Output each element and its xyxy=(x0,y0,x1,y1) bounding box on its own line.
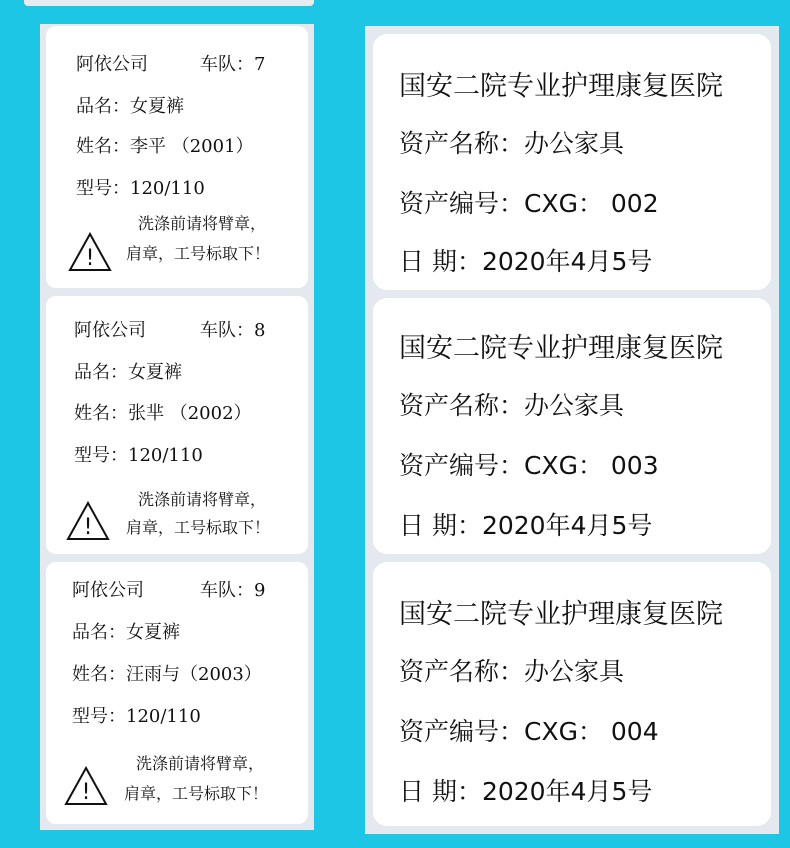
asset-number: 资产编号：CXG： 004 xyxy=(399,717,659,746)
svg-text:!: ! xyxy=(81,780,91,805)
person-name: 姓名：汪雨与（2003） xyxy=(72,664,262,685)
warning-triangle-icon xyxy=(64,766,108,806)
asset-date: 日 期：2020年4月5号 xyxy=(399,511,653,540)
asset-name: 资产名称：办公家具 xyxy=(399,129,625,158)
asset-name: 资产名称：办公家具 xyxy=(399,391,625,420)
hospital-name: 国安二院专业护理康复医院 xyxy=(399,599,723,630)
warning-text-line1: 洗涤前请将臂章， xyxy=(138,490,267,509)
warning-triangle-icon xyxy=(68,232,112,272)
company-name: 阿依公司 xyxy=(76,54,148,75)
svg-text:!: ! xyxy=(85,246,95,271)
team-number: 车队：8 xyxy=(200,320,266,341)
product-name: 品名：女夏裤 xyxy=(72,622,180,643)
asset-label-sheet xyxy=(365,26,779,834)
asset-label xyxy=(373,562,771,826)
uniform-label xyxy=(46,562,308,824)
warning-text-line2: 肩章，工号标取下！ xyxy=(126,518,271,537)
person-name: 姓名：张芈 （2002） xyxy=(74,403,252,424)
asset-name: 资产名称：办公家具 xyxy=(399,657,625,686)
warning-text-line1: 洗涤前请将臂章， xyxy=(138,214,267,233)
asset-date: 日 期：2020年4月5号 xyxy=(399,247,653,276)
top-strip xyxy=(24,0,314,6)
model-size: 型号：120/110 xyxy=(74,445,203,466)
asset-number: 资产编号：CXG： 002 xyxy=(399,189,659,218)
hospital-name: 国安二院专业护理康复医院 xyxy=(399,333,723,364)
warning-text-line1: 洗涤前请将臂章， xyxy=(136,754,265,773)
uniform-label xyxy=(46,296,308,554)
asset-date: 日 期：2020年4月5号 xyxy=(399,777,653,806)
asset-label xyxy=(373,298,771,554)
product-name: 品名：女夏裤 xyxy=(74,362,182,383)
model-size: 型号：120/110 xyxy=(76,178,205,199)
person-name: 姓名：李平 （2001） xyxy=(76,136,254,157)
warning-text-line2: 肩章，工号标取下！ xyxy=(126,244,271,263)
uniform-label xyxy=(46,26,308,288)
warning-text-line2: 肩章，工号标取下！ xyxy=(124,784,269,803)
team-number: 车队：7 xyxy=(200,54,266,75)
company-name: 阿依公司 xyxy=(72,580,144,601)
asset-number: 资产编号：CXG： 003 xyxy=(399,451,659,480)
hospital-name: 国安二院专业护理康复医院 xyxy=(399,71,723,102)
product-name: 品名：女夏裤 xyxy=(76,96,184,117)
company-name: 阿依公司 xyxy=(74,320,146,341)
team-number: 车队：9 xyxy=(200,580,266,601)
warning-triangle-icon xyxy=(66,501,110,541)
asset-label xyxy=(373,34,771,290)
svg-text:!: ! xyxy=(83,515,93,540)
uniform-label-sheet xyxy=(40,24,314,830)
model-size: 型号：120/110 xyxy=(72,706,201,727)
